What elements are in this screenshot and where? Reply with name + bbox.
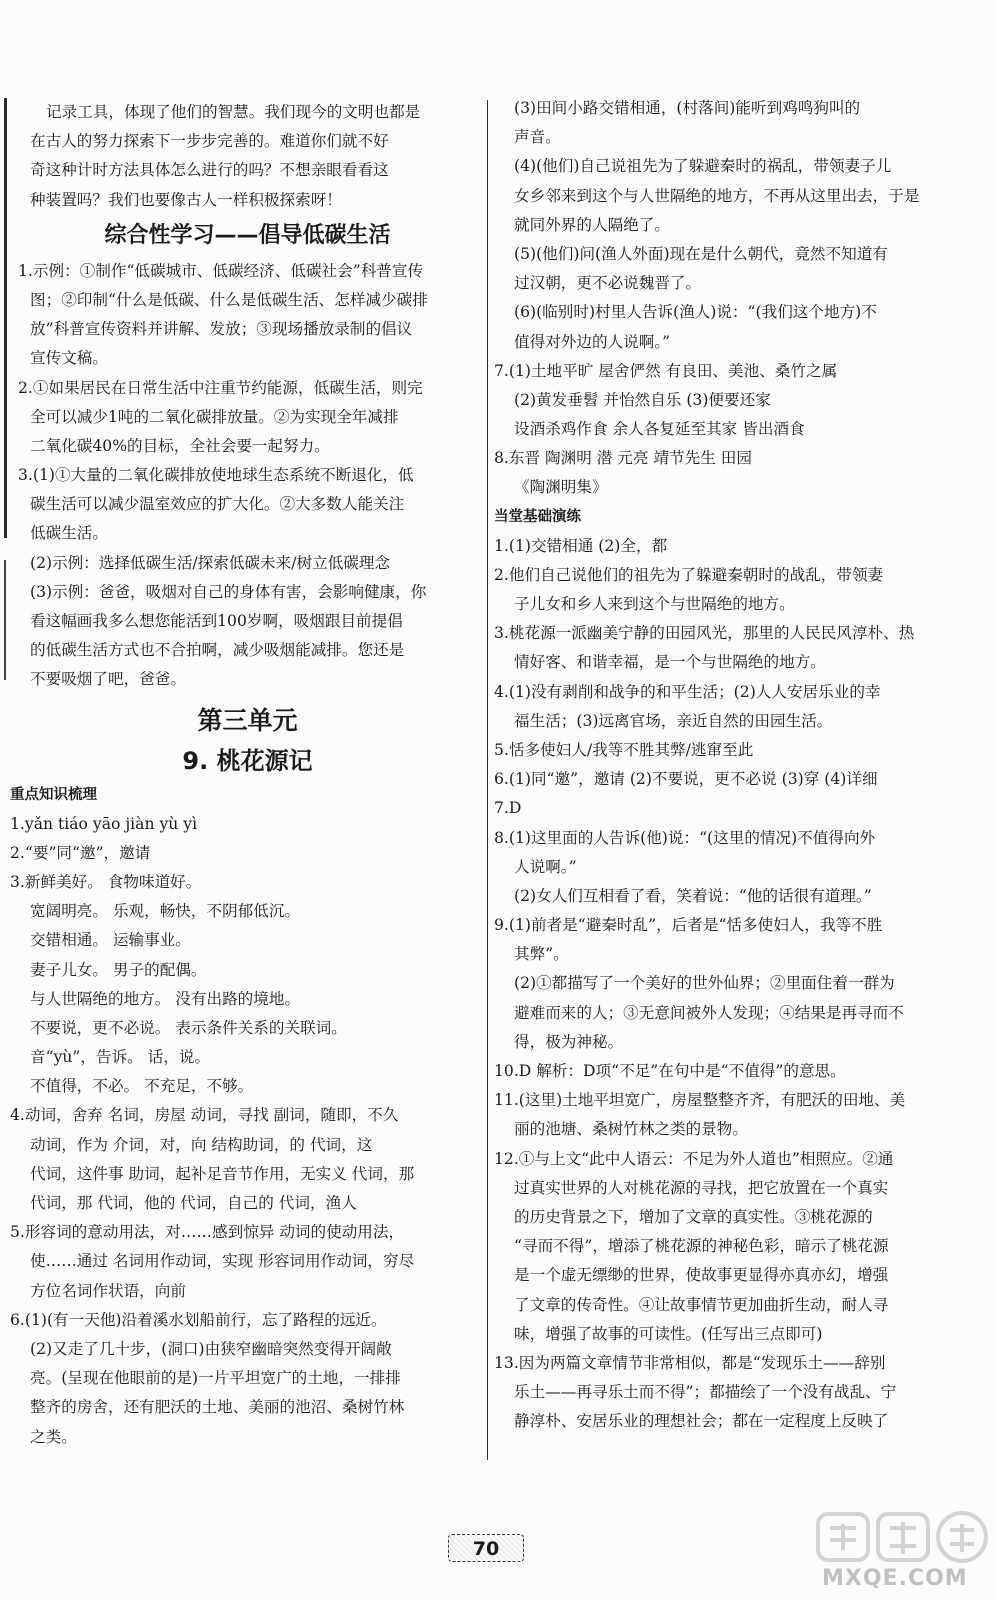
text-line: 在古人的努力探索下一步步完善的。难道你们就不好 [30, 132, 389, 151]
watermark-text: MXQE.COM [822, 1566, 968, 1591]
text-line: 1.yǎn tiáo yāo jiàn yù yì [10, 814, 198, 833]
text-line: 1.示例：①制作“低碳城市、低碳经济、低碳社会”科普宣传 [18, 261, 424, 280]
text-line: 乐土——再寻乐土而不得”；都描绘了一个没有战乱、宁 [514, 1383, 897, 1402]
text-line: “寻而不得”，增添了桃花源的神秘色彩，暗示了桃花源 [514, 1237, 889, 1256]
text-line: (2)又走了几十步，(洞口)由狭窄幽暗突然变得开阔敞 [30, 1339, 392, 1358]
text-line: 3.桃花源一派幽美宁静的田园风光，那里的人民民风淳朴、热 [494, 624, 915, 643]
text-line: 的历史背景之下，增加了文章的真实性。③桃花源的 [514, 1207, 873, 1226]
text-line: 子儿女和乡人来到这个与世隔绝的地方。 [514, 595, 795, 613]
text-line: 7.(1)土地平旷 屋舍俨然 有良田、美池、桑竹之属 [494, 361, 838, 380]
text-line: 丽的池塘、桑树竹林之类的景物。 [514, 1120, 748, 1139]
text-line: 静淳朴、安居乐业的理想社会；都在一定程度上反映了 [514, 1412, 889, 1431]
lesson-title: 9. 桃花源记 [182, 746, 313, 775]
text-line: 过真实世界的人对桃花源的寻找，把它放置在一个真实 [514, 1178, 889, 1197]
text-line: 人说啊。” [514, 857, 577, 876]
text-line: 2.他们自己说他们的祖先为了躲避秦朝时的战乱，带领妻 [494, 565, 884, 584]
text-line: 宣传文稿。 [30, 349, 108, 368]
text-line: 种装置吗？我们也要像古人一样积极探索呀！ [30, 190, 342, 209]
text-line: 不要说，更不必说。 表示条件关系的关联词。 [30, 1018, 347, 1037]
text-line: (3)示例：爸爸，吸烟对自己的身体有害，会影响健康，你 [30, 582, 427, 601]
text-line: 其弊”。 [514, 945, 569, 964]
text-line: 音“yù”，告诉。 话，说。 [30, 1048, 211, 1067]
text-line: 3.新鲜美好。 食物味道好。 [10, 872, 202, 891]
text-line: (4)(他们)自己说祖先为了躲避秦时的祸乱，带领妻子儿 [514, 157, 892, 176]
text-line: 6.(1)(有一天他)沿着溪水划船前行，忘了路程的远近。 [10, 1310, 387, 1329]
text-line: 设酒杀鸡作食 余人各复延至其家 皆出酒食 [514, 420, 805, 439]
text-line: 4.(1)没有剥削和战争的和平生活；(2)人人安居乐业的幸 [494, 682, 881, 701]
text-line: 7.D [494, 799, 522, 818]
text-line: 10.D 解析：D项“不足”在句中是“不值得”的意思。 [494, 1062, 846, 1080]
text-line: 12.①与上文“此中人语云：不足为外人道也”相照应。②通 [494, 1149, 894, 1168]
text-line: 了文章的传奇性。④让故事情节更加曲折生动，耐人寻 [514, 1295, 889, 1314]
page-number-badge [448, 1534, 524, 1562]
text-line: 奇这种计时方法具体怎么进行的吗？不想亲眼看看这 [30, 161, 389, 180]
right-column [494, 94, 972, 1436]
text-line: 碳生活可以减少温室效应的扩大化。②大多数人能关注 [30, 495, 405, 514]
text-line: 值得对外边的人说啊。” [514, 332, 671, 351]
text-line: 8.东晋 陶渊明 潜 元亮 靖节先生 田园 [494, 449, 752, 468]
text-line: 福生活；(3)远离官场，亲近自然的田园生活。 [514, 711, 833, 730]
subhead-in-class-practice: 当堂基础演练 [494, 508, 581, 525]
text-line: 味，增强了故事的可读性。(任写出三点即可) [514, 1324, 823, 1343]
text-line: 放”科普宣传资料并讲解、发放；③现场播放录制的倡议 [30, 320, 413, 339]
text-line: 1.(1)交错相通 (2)全，都 [494, 536, 668, 555]
text-line: 《陶渊明集》 [514, 478, 608, 497]
text-line: 代词，这件事 助词，起补足音节作用，无实义 代词，那 [30, 1164, 415, 1183]
text-line: 的低碳生活方式也不合拍啊，减少吸烟能减排。您还是 [30, 641, 405, 660]
text-line: 代词，那 代词，他的 代词，自己的 代词，渔人 [30, 1194, 357, 1212]
text-line: 之类。 [30, 1427, 77, 1446]
text-line: 女乡邻来到这个与人世隔绝的地方，不再从这里出去，于是 [514, 186, 920, 205]
text-line: 方位名词作状语，向前 [30, 1281, 186, 1300]
text-line: (2)女人们互相看了看，笑着说：“他的话很有道理。” [514, 886, 872, 905]
text-line: 是一个虚无缥缈的世界，使故事更显得亦真亦幻，增强 [514, 1266, 889, 1285]
column-divider [487, 100, 488, 1460]
text-line: 动词，作为 介词，对，向 结构助词，的 代词，这 [30, 1135, 373, 1154]
text-line: 图；②印制“什么是低碳、什么是低碳生活、怎样减少碳排 [30, 290, 428, 309]
text-line: (2)①都描写了一个美好的世外仙界；②里面住着一群为 [514, 974, 895, 993]
text-line: 得，极为神秘。 [514, 1032, 624, 1051]
text-line: 5.恬多使妇人/我等不胜其弊/逃窜至此 [494, 740, 754, 759]
text-line: 妻子儿女。 男子的配偶。 [30, 960, 207, 979]
left-margin-bar-lower [4, 560, 6, 680]
text-line: (3)田间小路交错相通，(村落间)能听到鸡鸣狗叫的 [514, 99, 861, 117]
text-line: 亮。(呈现在他眼前的是)一片平坦宽广的土地，一排排 [30, 1369, 401, 1388]
text-line: 2.①如果居民在日常生活中注重节约能源，低碳生活，则完 [18, 378, 423, 397]
text-line: 不值得，不必。 不充足，不够。 [30, 1077, 254, 1096]
text-line: 整齐的房舍，还有肥沃的土地、美丽的池沼、桑树竹林 [30, 1398, 405, 1417]
text-line: (5)(他们)问(渔人外面)现在是什么朝代，竟然不知道有 [514, 244, 888, 263]
subhead-key-knowledge: 重点知识梳理 [10, 786, 97, 803]
text-line: 二氧化碳40%的目标，全社会要一起努力。 [30, 436, 330, 455]
text-line: 5.形容词的意动用法，对……感到惊异 动词的使动用法， [10, 1223, 405, 1242]
section-title: 综合性学习——倡导低碳生活 [104, 222, 391, 248]
text-line: 情好客、和谐幸福，是一个与世隔绝的地方。 [514, 653, 826, 672]
text-line: 过汉朝，更不必说魏晋了。 [514, 274, 702, 293]
text-line: 4.动词，舍弃 名词，房屋 动词，寻找 副词，随即，不久 [10, 1106, 399, 1125]
text-line: 避难而来的人；③无意间被外人发现；④结果是再寻而不 [514, 1003, 904, 1022]
left-margin-bar [4, 98, 7, 538]
text-line: 声音。 [514, 128, 561, 147]
left-column [10, 98, 485, 1452]
text-line: 记录工具，体现了他们的智慧。我们现今的文明也都是 [46, 103, 421, 121]
text-line: 看这幅画我多么想您能活到100岁啊，吸烟跟目前提倡 [30, 612, 403, 630]
text-line: 就同外界的人隔绝了。 [514, 215, 670, 234]
text-line: 3.(1)①大量的二氧化碳排放使地球生态系统不断退化，低 [18, 466, 414, 485]
text-line: 与人世隔绝的地方。 没有出路的境地。 [30, 989, 301, 1008]
text-line: 交错相通。 运输事业。 [30, 931, 191, 950]
page-number: 70 [448, 1534, 524, 1562]
text-line: (6)(临别时)村里人告诉(渔人)说：“(我们这个地方)不 [514, 303, 877, 322]
text-line: 11.(这里)土地平坦宽广，房屋整整齐齐，有肥沃的田地、美 [494, 1091, 906, 1110]
text-line: (2)黄发垂髫 并怡然自乐 (3)便要还家 [514, 390, 771, 409]
text-line: 13.因为两篇文章情节非常相似，都是“发现乐土——辞别 [494, 1353, 886, 1372]
text-line: 宽阔明亮。 乐观，畅快，不阴郁低沉。 [30, 902, 301, 921]
text-line: 低碳生活。 [30, 524, 108, 543]
text-line: 8.(1)这里面的人告诉(他)说：“(这里的情况)不值得向外 [494, 828, 876, 847]
unit-title: 第三单元 [197, 705, 298, 735]
text-line: (2)示例：选择低碳生活/探索低碳未来/树立低碳理念 [30, 553, 391, 572]
text-line: 使……通过 名词用作动词，实现 形容词用作动词，穷尽 [30, 1252, 415, 1271]
text-line: 6.(1)同“邀”，邀请 (2)不要说，更不必说 (3)穿 (4)详细 [494, 770, 878, 789]
text-line: 2.“要”同“邀”，邀请 [10, 843, 151, 862]
text-line: 全可以减少1吨的二氧化碳排放量。②为实现全年减排 [30, 407, 399, 426]
text-line: 不要吸烟了吧，爸爸。 [30, 670, 186, 689]
text-line: 9.(1)前者是“避秦时乱”，后者是“恬多使妇人，我等不胜 [494, 916, 883, 935]
